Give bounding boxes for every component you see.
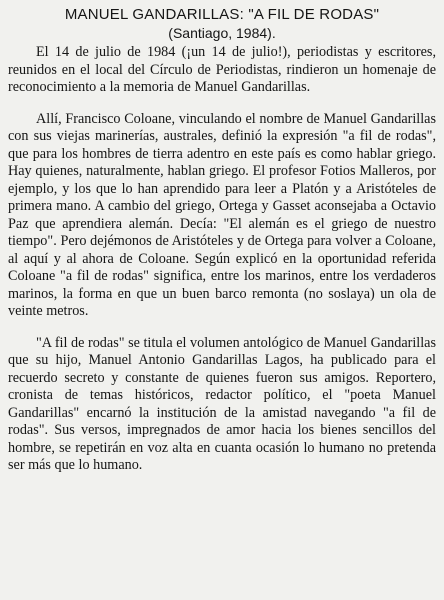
paragraph-1: El 14 de julio de 1984 (¡un 14 de julio!), periodistas y escritores, reunidos en el local del Círculo de Periodistas, rindieron un homenaje de reconocimiento a la memoria de Manuel Gandarillas.: [8, 44, 436, 95]
article-subtitle: (Santiago, 1984).: [168, 25, 276, 41]
article-body: [8, 44, 436, 475]
paragraph-3: "A fil de rodas" se titula el volumen antológico de Manuel Gandarillas que su hijo, Manuel Antonio Gandarillas Lagos, ha publicado para el recuerdo secreto y constante de quienes fueron sus amigos. Reportero, cronista de temas históricos, redactor político, el "poeta Manuel Gandarillas" encarnó la institución de la amistad navegando "a fil de rodas". Sus versos, impregnados de amor hacia los bienes sencillos del hombre, se repetirán en voz alta en cuanta ocasión lo humano no pretenda ser más que lo humano.: [8, 334, 436, 473]
article-title: MANUEL GANDARILLAS: "A FIL DE RODAS": [64, 6, 380, 23]
paragraph-2: Allí, Francisco Coloane, vinculando el nombre de Manuel Gandarillas con sus viejas marinerías, australes, definió la expresión "a fil de rodas", que para los hombres de tierra adentro en este país es como hablar griego. Hay quienes, naturalmente, hablan griego. El profesor Fotios Malleros, por ejemplo, y los que lo han aprendido para leer a Platón y a Aristóteles de primera mano. A cambio del griego, Ortega y Gasset aconsejaba a Octavio Paz que aprendiera alemán. Decía: "El alemán es el griego de nuestro tiempo". Pero dejémonos de Aristóteles y de Ortega para volver a Coloane, al aquí y al ahora de Coloane. Según explicó en la oportunidad referida Coloane "a fil de rodas" significa, entre los marinos, entre los verdaderos marinos, la forma en que un buen barco remonta (no soslaya) un ola de veinte metros.: [8, 110, 436, 319]
article-header: [0, 0, 444, 42]
